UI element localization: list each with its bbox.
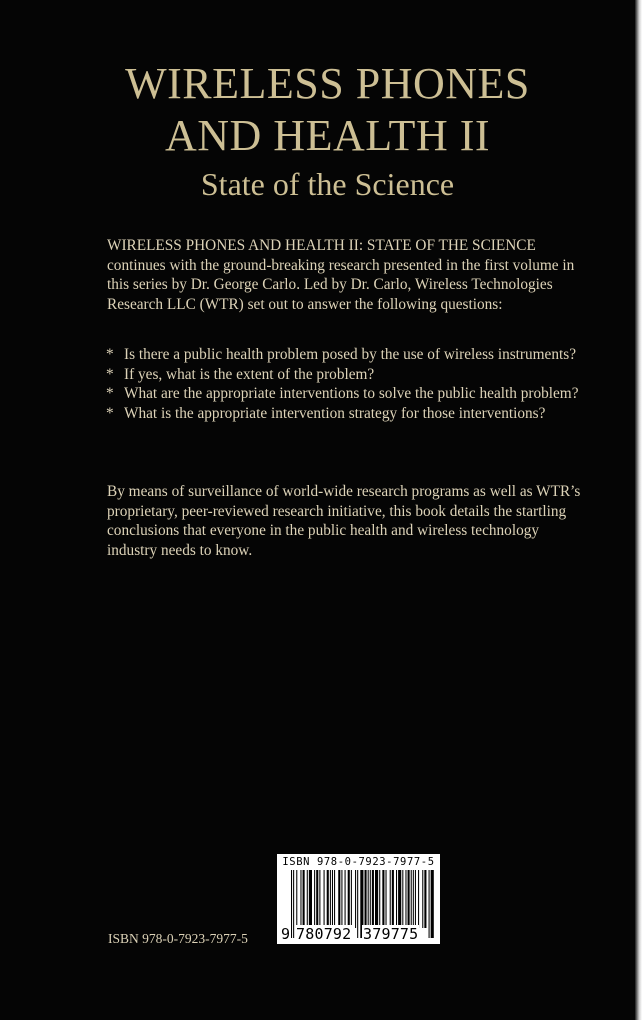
barcode-digit-lead: 9 bbox=[281, 925, 291, 943]
bullet-marker: * bbox=[106, 385, 114, 403]
barcode-bar bbox=[375, 870, 378, 928]
barcode-digit-group-1: 780792 bbox=[296, 925, 352, 943]
barcode-bar bbox=[415, 870, 416, 928]
list-item bbox=[106, 345, 591, 365]
barcode-bar bbox=[296, 870, 297, 928]
intro-paragraph: WIRELESS PHONES AND HEALTH II: STATE OF THE SCIENCE continues with the ground-breaking research presented in the first volume in this series by Dr. George Carlo. Led by Dr. Carlo, Wireless Technologies Research LLC (WTR) set out to answer the following questions: bbox=[107, 237, 575, 313]
barcode-bar bbox=[386, 870, 387, 928]
barcode-bar bbox=[392, 870, 394, 928]
isbn-barcode bbox=[277, 854, 440, 944]
isbn-label: ISBN 978-0-7923-7977-5 bbox=[108, 931, 248, 946]
barcode-bar bbox=[413, 870, 414, 928]
barcode-isbn-text: ISBN 978-0-7923-7977-5 bbox=[282, 856, 435, 868]
barcode-bar bbox=[379, 870, 380, 928]
barcode-bar bbox=[319, 870, 320, 928]
barcode-bar bbox=[316, 870, 318, 928]
barcode-bar bbox=[345, 870, 346, 928]
subtitle: State of the Science bbox=[200, 166, 455, 202]
barcode-bar bbox=[291, 870, 292, 938]
barcode-bar bbox=[382, 870, 384, 928]
title-line-2: AND HEALTH II bbox=[164, 111, 491, 160]
barcode-bar bbox=[351, 870, 352, 928]
barcode-bar bbox=[357, 870, 358, 938]
barcode-bar bbox=[365, 870, 367, 928]
barcode-bar bbox=[390, 870, 391, 928]
barcode-bar bbox=[408, 870, 410, 928]
list-item bbox=[106, 365, 591, 385]
question-text: What is the appropriate intervention strategy for those interventions? bbox=[124, 404, 546, 422]
question-list bbox=[106, 345, 591, 423]
barcode-bar bbox=[293, 870, 294, 938]
question-text: If yes, what is the extent of the problem? bbox=[124, 365, 375, 383]
outro-paragraph: By means of surveillance of world-wide research programs as well as WTR’s proprietary, peer-reviewed research initiative, this book details the startling conclusions that everyone in the public health and wireless technology industry needs to know. bbox=[107, 483, 581, 559]
barcode-bar bbox=[314, 870, 315, 928]
barcode-bar bbox=[411, 870, 412, 928]
barcode-bar bbox=[396, 870, 397, 928]
barcode-bar bbox=[429, 870, 430, 938]
barcode-bar bbox=[370, 870, 371, 928]
list-item bbox=[106, 384, 591, 404]
barcode-bar bbox=[330, 870, 331, 928]
barcode-bar bbox=[307, 870, 308, 928]
barcode-bar bbox=[368, 870, 369, 928]
barcode-bar bbox=[309, 870, 312, 928]
barcode-bar bbox=[303, 870, 305, 928]
barcode-bar bbox=[372, 870, 374, 928]
bullet-marker: * bbox=[106, 404, 114, 422]
list-item bbox=[106, 404, 591, 424]
question-text: What are the appropriate interventions to solve the public health problem? bbox=[124, 385, 579, 403]
barcode-digit-group-2: 379775 bbox=[363, 925, 419, 943]
barcode-bar bbox=[424, 870, 426, 928]
barcode-bar bbox=[332, 870, 333, 928]
barcode-bar bbox=[327, 870, 329, 928]
bullet-marker: * bbox=[106, 346, 114, 363]
question-text: Is there a public health problem posed by the use of wireless instruments? bbox=[124, 346, 576, 363]
barcode-bar bbox=[405, 870, 406, 928]
barcode-bar bbox=[418, 870, 419, 928]
barcode-bar bbox=[355, 870, 356, 928]
bullet-marker: * bbox=[106, 365, 114, 383]
barcode-bar bbox=[402, 870, 403, 928]
barcode-bar bbox=[324, 870, 325, 928]
barcode-bar bbox=[334, 870, 335, 928]
page-edge bbox=[635, 0, 642, 1020]
title-line-1: WIRELESS PHONES bbox=[125, 59, 530, 108]
barcode-bar bbox=[431, 870, 434, 938]
barcode-bar bbox=[422, 870, 423, 928]
barcode-bar bbox=[398, 870, 401, 928]
barcode-bar bbox=[348, 870, 350, 928]
barcode-bar bbox=[300, 870, 301, 928]
barcode-bar bbox=[338, 870, 340, 928]
barcode-bar bbox=[341, 870, 342, 928]
